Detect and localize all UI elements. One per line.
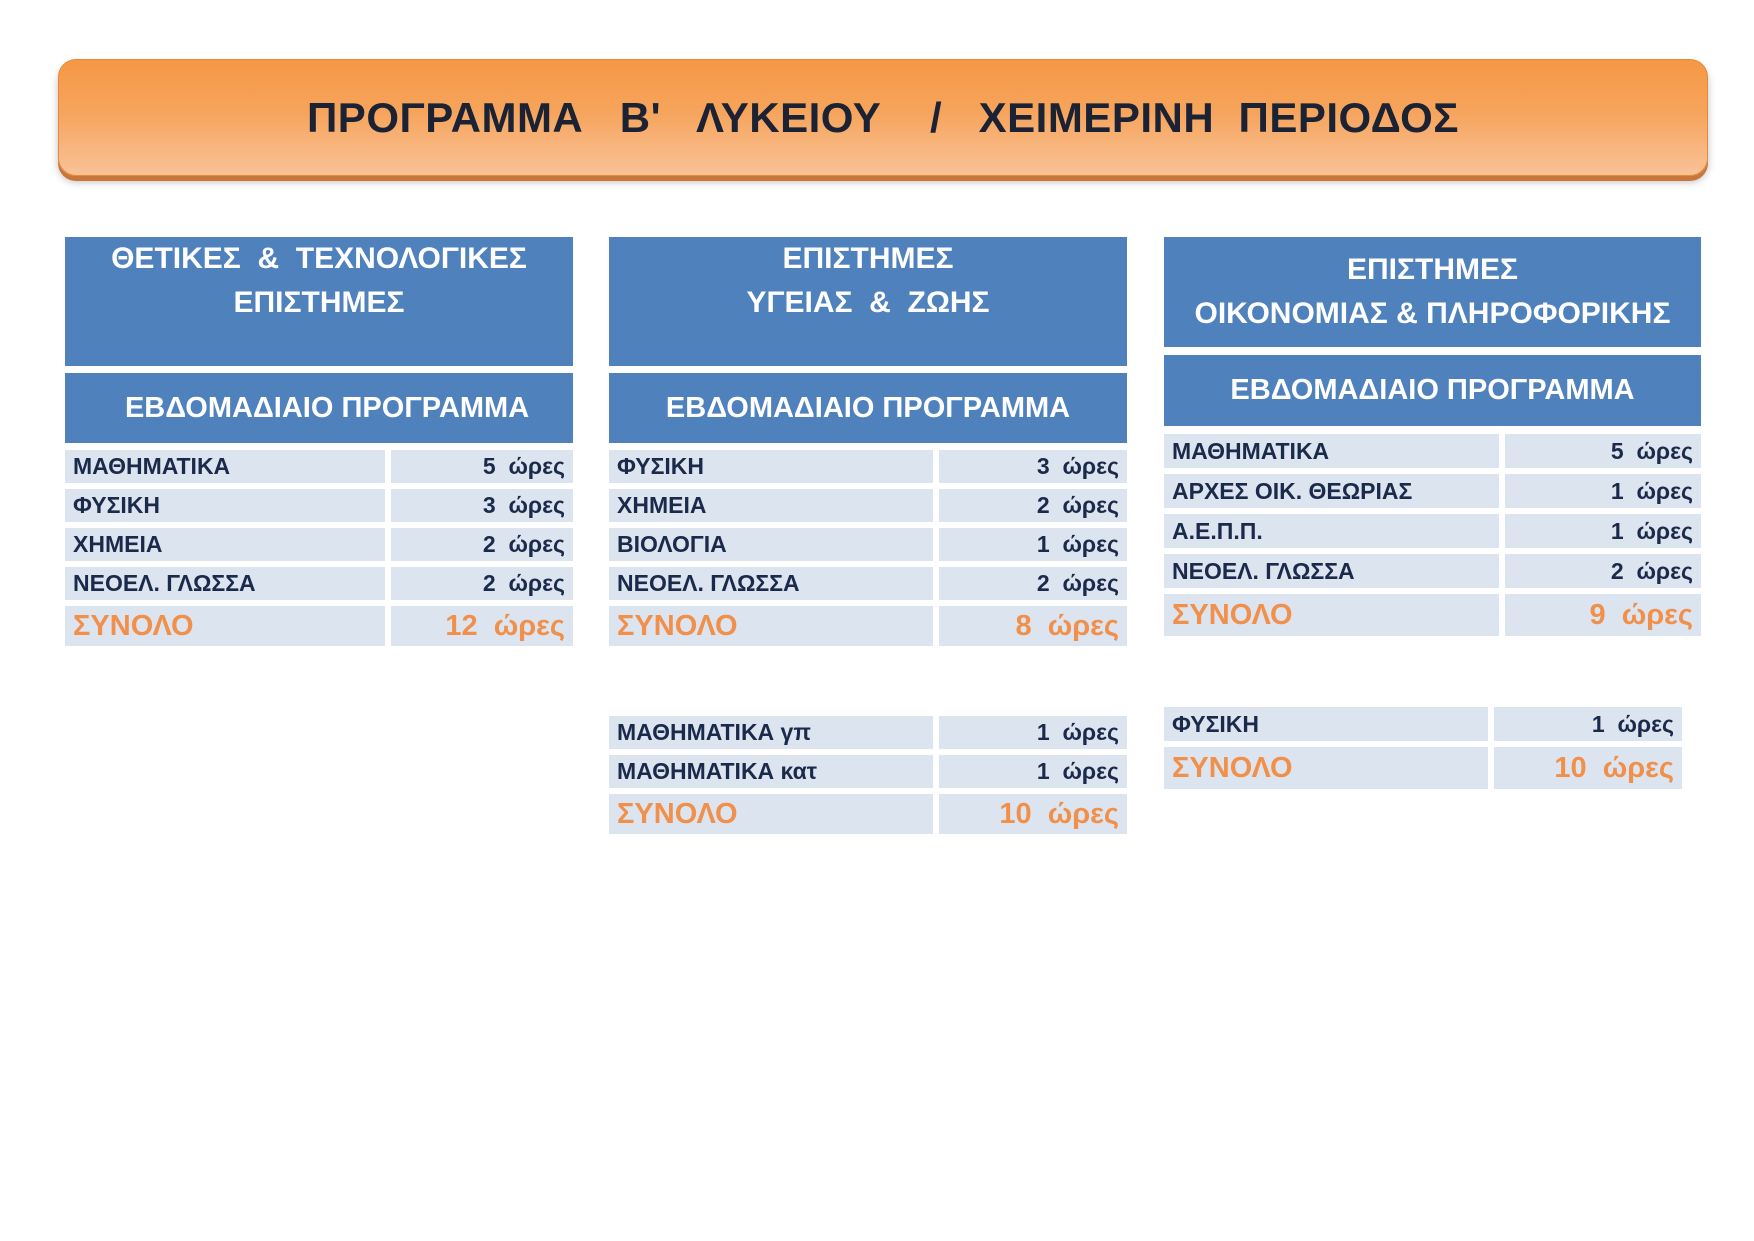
subject-cell: ΜΑΘΗΜΑΤΙΚΑ γπ — [609, 716, 933, 749]
total-hours: 12 ώρες — [391, 606, 573, 646]
column-heading — [609, 237, 1127, 366]
heading-line: ΟΙΚΟΝΟΜΙΑΣ & ΠΛΗΡΟΦΟΡΙΚΗΣ — [1194, 297, 1671, 330]
table-row — [609, 567, 1127, 600]
subject-cell: ΜΑΘΗΜΑΤΙΚΑ κατ — [609, 755, 933, 788]
total-hours: 8 ώρες — [939, 606, 1127, 646]
subject-cell: ΝΕΟΕΛ. ΓΛΩΣΣΑ — [1164, 554, 1499, 588]
heading-line: ΥΓΕΙΑΣ & ΖΩΗΣ — [746, 286, 990, 319]
hours-cell: 1 ώρες — [939, 716, 1127, 749]
hours-cell: 2 ώρες — [939, 567, 1127, 600]
column-health-life — [609, 237, 1127, 837]
total-label: ΣΥΝΟΛΟ — [609, 606, 933, 646]
subject-cell: Α.Ε.Π.Π. — [1164, 514, 1499, 548]
hours-cell: 3 ώρες — [939, 450, 1127, 483]
subject-cell: ΒΙΟΛΟΓΙΑ — [609, 528, 933, 561]
total-row — [609, 606, 1127, 646]
hours-cell: 2 ώρες — [939, 489, 1127, 522]
hours-cell: 1 ώρες — [939, 755, 1127, 788]
column-economics-informatics — [1164, 237, 1701, 797]
table-row — [609, 450, 1127, 483]
hours-cell: 5 ώρες — [391, 450, 573, 483]
subject-cell: ΜΑΘΗΜΑΤΙΚΑ — [65, 450, 385, 483]
table-row — [609, 489, 1127, 522]
column-heading — [65, 237, 573, 366]
heading-line: ΘΕΤΙΚΕΣ & ΤΕΧΝΟΛΟΓΙΚΕΣ — [111, 242, 527, 275]
total-hours: 10 ώρες — [939, 794, 1127, 834]
total-row — [1164, 594, 1701, 636]
subject-cell: ΝΕΟΕΛ. ΓΛΩΣΣΑ — [65, 567, 385, 600]
table-row — [65, 450, 573, 483]
table-row — [609, 716, 1127, 749]
table-row — [1164, 707, 1682, 741]
table-row — [1164, 474, 1701, 508]
heading-line: ΕΠΙΣΤΗΜΕΣ — [233, 286, 405, 319]
hours-cell: 2 ώρες — [391, 567, 573, 600]
total-label: ΣΥΝΟΛΟ — [609, 794, 933, 834]
subject-cell: ΜΑΘΗΜΑΤΙΚΑ — [1164, 434, 1499, 468]
total-hours: 10 ώρες — [1494, 747, 1682, 789]
subject-cell: ΦΥΣΙΚΗ — [609, 450, 933, 483]
table-row — [65, 528, 573, 561]
table-row — [1164, 434, 1701, 468]
page-banner — [58, 59, 1708, 176]
total-hours: 9 ώρες — [1505, 594, 1701, 636]
subject-cell: ΝΕΟΕΛ. ΓΛΩΣΣΑ — [609, 567, 933, 600]
heading-line: ΕΠΙΣΤΗΜΕΣ — [782, 242, 954, 275]
column-heading — [1164, 237, 1701, 347]
hours-cell: 3 ώρες — [391, 489, 573, 522]
total-label: ΣΥΝΟΛΟ — [1164, 594, 1499, 636]
total-row — [1164, 747, 1682, 789]
subject-cell: ΧΗΜΕΙΑ — [609, 489, 933, 522]
table-row — [609, 755, 1127, 788]
table-row — [1164, 554, 1701, 588]
subject-cell: ΑΡΧΕΣ ΟΙΚ. ΘΕΩΡΙΑΣ — [1164, 474, 1499, 508]
heading-line: ΕΠΙΣΤΗΜΕΣ — [1346, 253, 1518, 286]
subject-cell: ΦΥΣΙΚΗ — [65, 489, 385, 522]
hours-cell: 1 ώρες — [939, 528, 1127, 561]
hours-cell: 1 ώρες — [1505, 474, 1701, 508]
table-row — [1164, 514, 1701, 548]
table-row — [609, 528, 1127, 561]
table-row — [65, 567, 573, 600]
weekly-program-header: ΕΒΔΟΜΑΔΙΑΙΟ ΠΡΟΓΡΑΜΜΑ — [1164, 355, 1701, 426]
column-science-technology — [65, 237, 573, 657]
total-row — [65, 606, 573, 646]
total-label: ΣΥΝΟΛΟ — [1164, 747, 1488, 789]
hours-cell: 5 ώρες — [1505, 434, 1701, 468]
page-title: ΠΡΟΓΡΑΜΜΑ Β' ΛΥΚΕΙΟΥ / ΧΕΙΜΕΡΙΝΗ ΠΕΡΙΟΔΟΣ — [306, 93, 1460, 141]
total-label: ΣΥΝΟΛΟ — [65, 606, 385, 646]
hours-cell: 2 ώρες — [1505, 554, 1701, 588]
hours-cell: 2 ώρες — [391, 528, 573, 561]
subject-cell: ΦΥΣΙΚΗ — [1164, 707, 1488, 741]
weekly-program-header: ΕΒΔΟΜΑΔΙΑΙΟ ΠΡΟΓΡΑΜΜΑ — [609, 373, 1127, 443]
total-row — [609, 794, 1127, 834]
subject-cell: ΧΗΜΕΙΑ — [65, 528, 385, 561]
hours-cell: 1 ώρες — [1494, 707, 1682, 741]
table-row — [65, 489, 573, 522]
weekly-program-header: ΕΒΔΟΜΑΔΙΑΙΟ ΠΡΟΓΡΑΜΜΑ — [65, 373, 573, 443]
hours-cell: 1 ώρες — [1505, 514, 1701, 548]
